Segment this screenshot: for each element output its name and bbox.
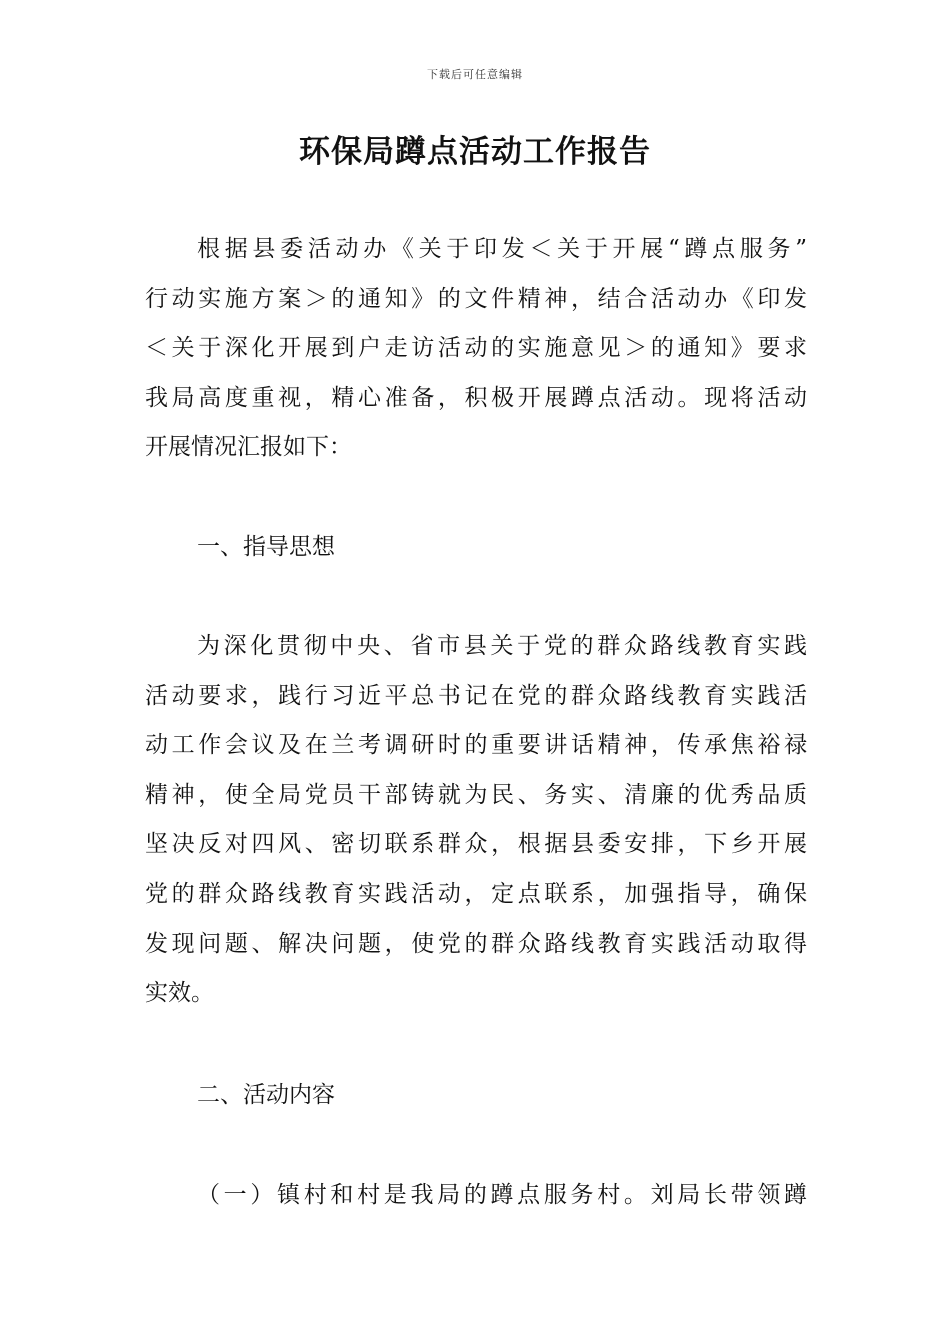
section2-sub1-paragraph [145,1171,807,1221]
intro-line-5: 开展情况汇报如下： [145,434,352,461]
section2-heading: 二、活动内容 [197,1082,335,1108]
section1-line-5: 坚决反对四风、密切联系群众，根据县委安排，下乡开展 [145,831,807,858]
intro-line-3: ＜关于深化开展到户走访活动的实施意见＞的通知》要求 [145,335,807,362]
section1-line-7: 发现问题、解决问题，使党的群众路线教育实践活动取得 [145,930,807,957]
section1-line-3: 动工作会议及在兰考调研时的重要讲话精神，传承焦裕禄 [145,732,807,759]
section1-line-2: 活动要求，践行习近平总书记在党的群众路线教育实践活 [145,682,807,709]
section1-line-6: 党的群众路线教育实践活动，定点联系，加强指导，确保 [145,880,807,907]
section2-sub1-line-1: （一）镇村和村是我局的蹲点服务村。刘局长带领蹲 [197,1182,807,1208]
section1-heading: 一、指导思想 [197,534,335,560]
section1-line-1: 为深化贯彻中央、省市县关于党的群众路线教育实践 [197,633,807,659]
section1-paragraph [145,622,807,1019]
intro-line-2: 行动实施方案＞的通知》的文件精神，结合活动办《印发 [145,285,807,312]
header-note: 下载后可任意编辑 [427,68,523,81]
intro-line-4: 我局高度重视，精心准备，积极开展蹲点活动。现将活动 [145,384,807,411]
document-title: 环保局蹲点活动工作报告 [299,134,651,170]
intro-paragraph [145,225,807,473]
section1-line-8: 实效。 [145,980,214,1007]
intro-line-1: 根据县委活动办《关于印发＜关于开展“蹲点服务” [197,236,807,262]
section1-line-4: 精神，使全局党员干部铸就为民、务实、清廉的优秀品质 [145,781,807,808]
